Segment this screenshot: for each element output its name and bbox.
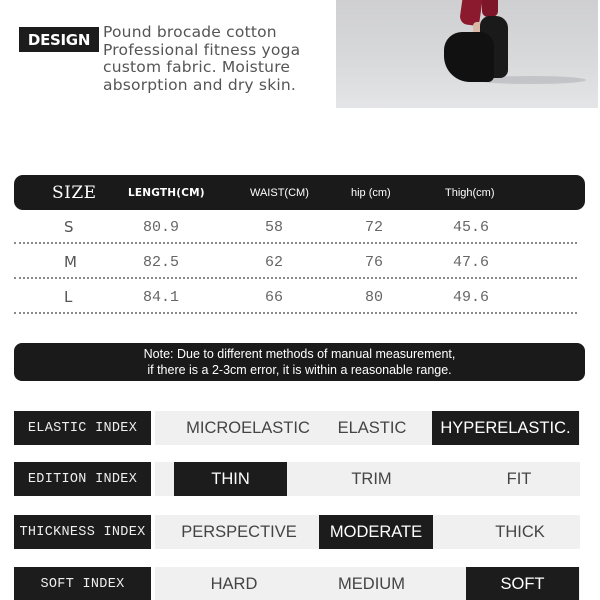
index-label: THICKNESS INDEX [14, 515, 151, 549]
header-waist: WAIST(CM) [250, 186, 309, 199]
cell-length: 82.5 [143, 253, 180, 271]
note-line: if there is a 2-3cm error, it is within a reasonable range. [147, 363, 452, 377]
header-hip: hip (cm) [351, 186, 391, 199]
legging-shape [482, 0, 498, 17]
header-thigh: Thigh(cm) [445, 186, 495, 199]
index-option-microelastic: MICROELASTIC [186, 418, 310, 437]
design-label: DESIGN [19, 27, 99, 52]
cell-size: M [64, 253, 77, 271]
cell-thigh: 45.6 [453, 218, 490, 236]
index-option-trim: TRIM [351, 469, 392, 488]
cell-hip: 76 [365, 253, 384, 271]
cell-thigh: 47.6 [453, 253, 490, 271]
cell-length: 80.9 [143, 218, 180, 236]
header-size: SIZE [52, 182, 97, 203]
table-row [14, 210, 577, 244]
index-option-fit: FIT [506, 469, 532, 488]
design-line: absorption and dry skin. [103, 75, 297, 94]
design-line: custom fabric. Moisture [103, 58, 291, 76]
cell-waist: 62 [265, 253, 284, 271]
design-description [103, 24, 333, 94]
size-table-header [14, 175, 585, 210]
edition-index-row [14, 462, 580, 496]
index-option-hyperelastic-selected: HYPERELASTIC. [432, 411, 579, 445]
cell-thigh: 49.6 [453, 288, 490, 306]
table-row [14, 245, 577, 279]
index-label: EDITION INDEX [14, 462, 151, 496]
cell-waist: 66 [265, 288, 284, 306]
cell-hip: 72 [365, 218, 384, 236]
soft-index-row [14, 567, 580, 600]
note-line: Note: Due to different methods of manual measurement, [143, 347, 456, 361]
sneaker-shape [444, 32, 494, 82]
index-option-medium: MEDIUM [338, 574, 405, 593]
cell-length: 84.1 [143, 288, 180, 306]
index-option-elastic: ELASTIC [337, 418, 407, 437]
cell-waist: 58 [265, 218, 284, 236]
index-label: ELASTIC INDEX [14, 411, 151, 445]
index-option-perspective: PERSPECTIVE [181, 522, 297, 541]
cell-hip: 80 [365, 288, 384, 306]
index-option-moderate-selected: MODERATE [319, 515, 433, 549]
header-length: LENGTH(CM) [128, 186, 205, 199]
design-line: Professional fitness yoga [103, 40, 301, 59]
table-row [14, 280, 577, 314]
index-option-soft-selected: SOFT [466, 567, 579, 600]
cell-size: L [64, 288, 73, 306]
thickness-index-row [14, 515, 580, 549]
index-option-thick: THICK [495, 522, 545, 541]
measurement-note [14, 343, 585, 381]
elastic-index-row [14, 411, 580, 445]
index-option-hard: HARD [210, 574, 258, 593]
cell-size: S [64, 218, 74, 236]
design-line: Pound brocade cotton [103, 23, 277, 41]
index-label: SOFT INDEX [14, 567, 151, 600]
index-option-thin-selected: THIN [174, 462, 287, 496]
product-photo [336, 0, 598, 108]
